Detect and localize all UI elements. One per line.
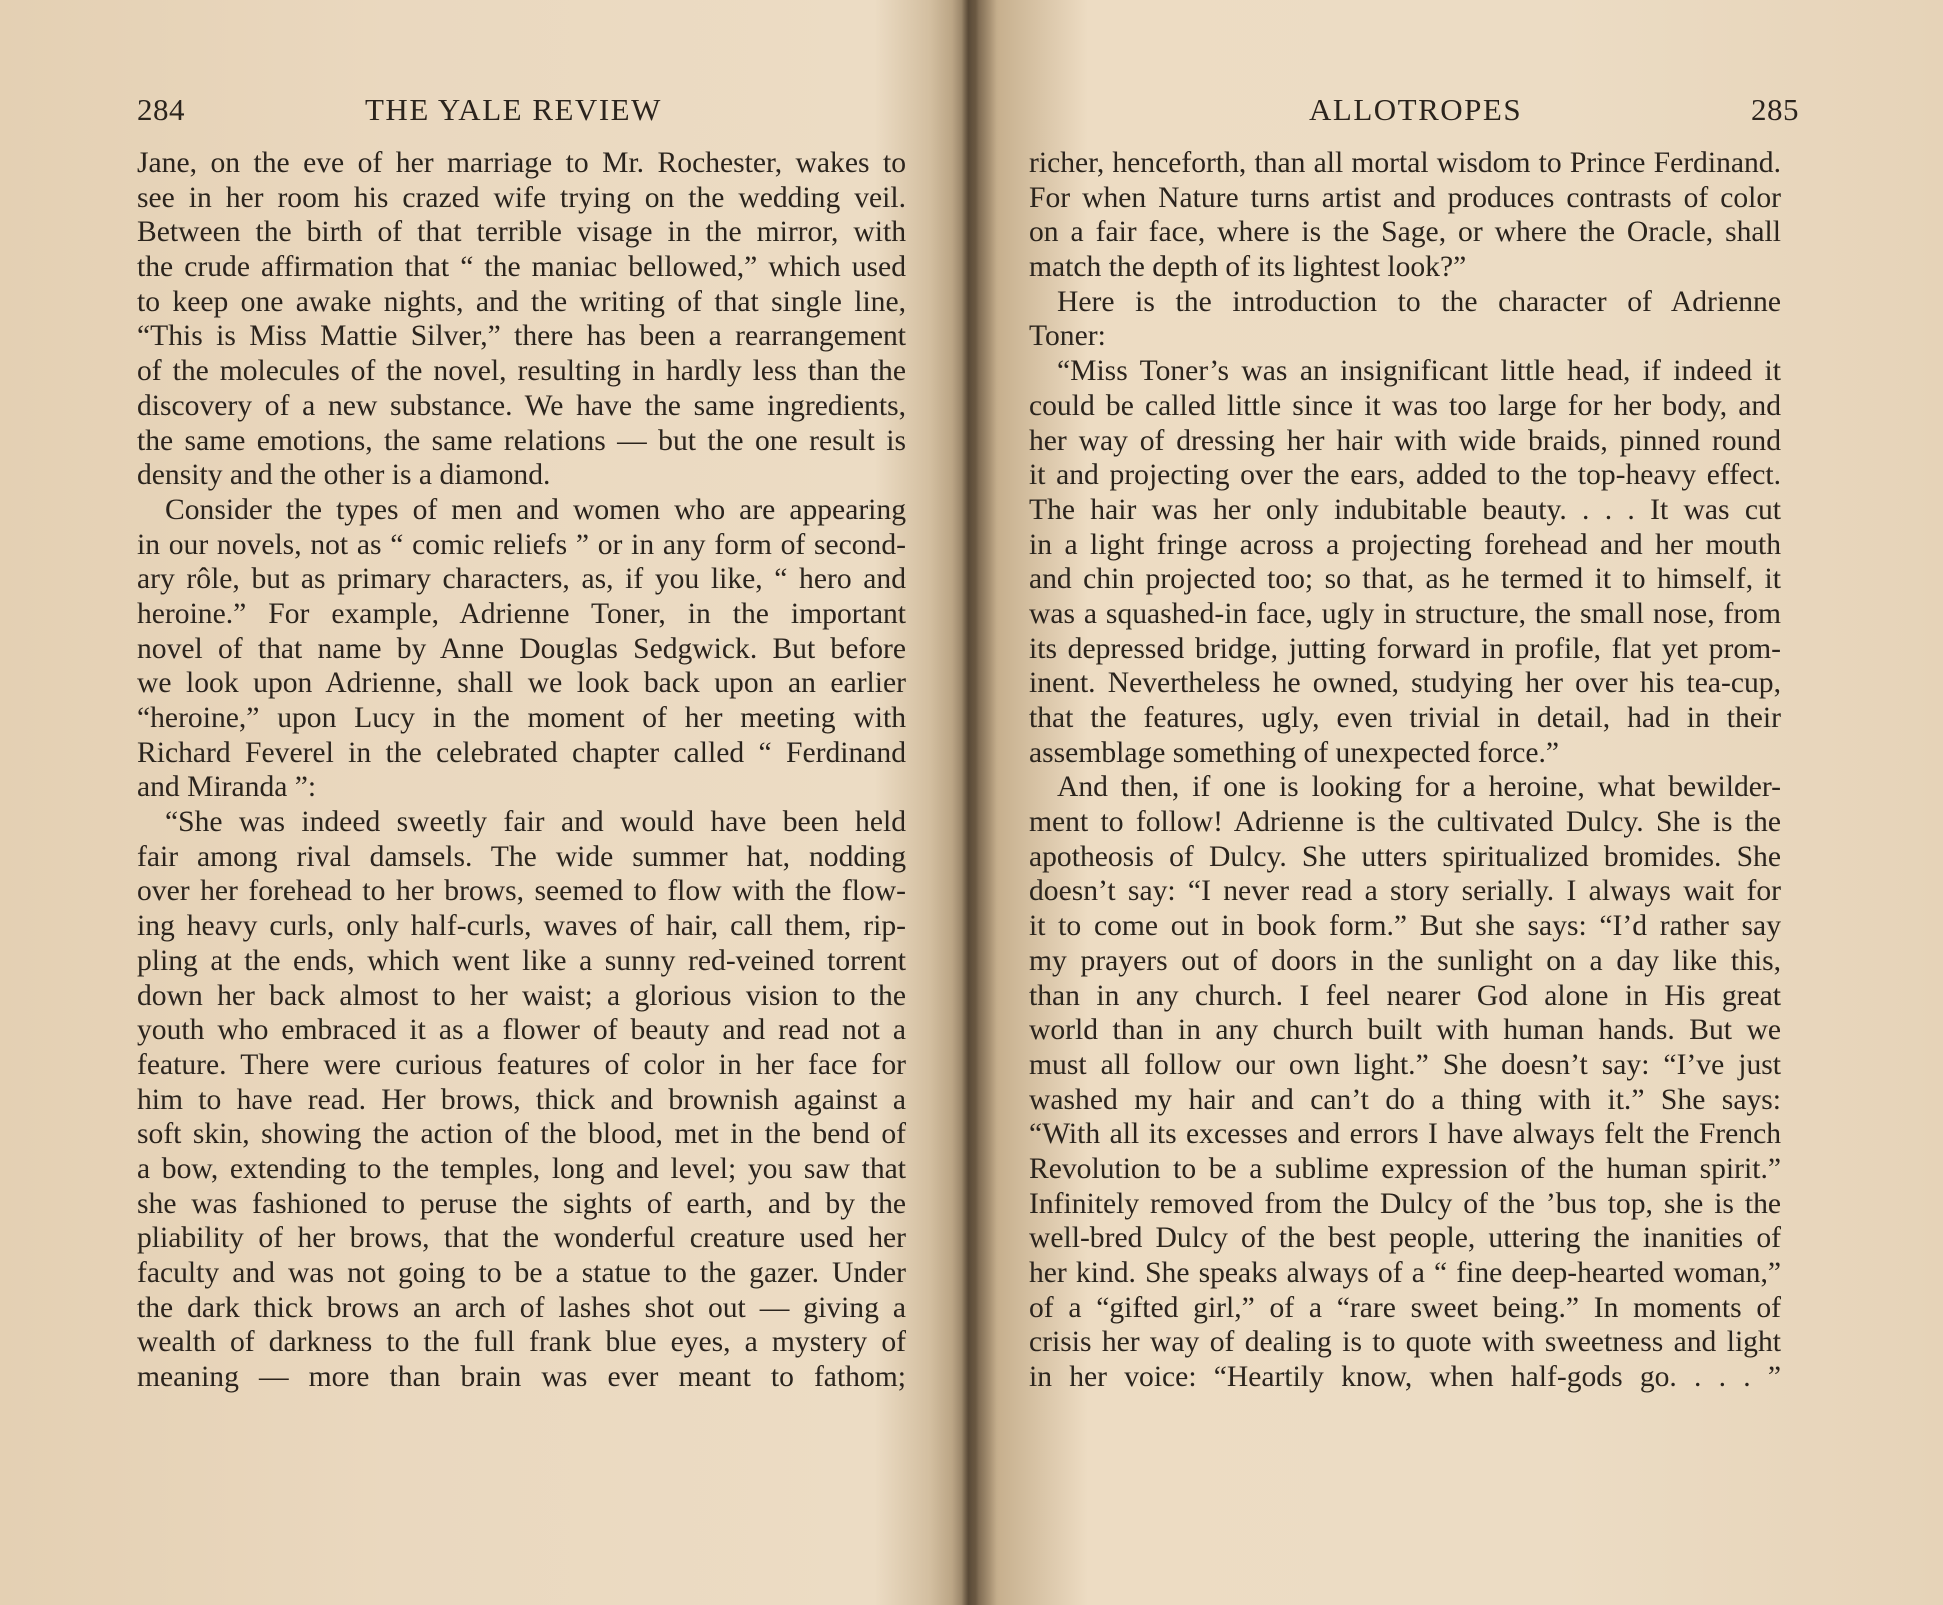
text-line: and chin projected too; so that, as he termed it to himself, it xyxy=(1029,563,1781,596)
text-line: “With all its excesses and errors I have always felt the French xyxy=(1029,1118,1781,1151)
text-line: Consider the types of men and women who are appearing xyxy=(165,493,906,526)
text-line: in our novels, not as “ comic reliefs ” or in any form of second- xyxy=(137,528,906,561)
text-line: over her forehead to her brows, seemed to flow with the flow- xyxy=(137,875,906,908)
text-line: match the depth of its lightest look?” xyxy=(1029,251,1467,284)
text-line: we look upon Adrienne, shall we look back upon an earlier xyxy=(137,667,906,700)
text-line: than in any church. I feel nearer God alone in His great xyxy=(1029,979,1781,1012)
text-line: on a fair face, where is the Sage, or where the Oracle, shall xyxy=(1029,216,1781,249)
text-line: fair among rival damsels. The wide summer hat, nodding xyxy=(137,840,906,873)
text-line: world than in any church built with human hands. But we xyxy=(1029,1014,1781,1047)
text-line: Revolution to be a sublime expression of the human spirit.” xyxy=(1029,1152,1781,1185)
text-line: discovery of a new substance. We have the same ingredients, xyxy=(137,389,906,422)
text-line: her kind. She speaks always of a “ fine deep-hearted woman,” xyxy=(1029,1257,1781,1289)
text-line: ary rôle, but as primary characters, as, if you like, “ hero and xyxy=(137,563,906,596)
text-line: Infinitely removed from the Dulcy of the ’bus top, she is the xyxy=(1029,1187,1781,1220)
page-number-right: 285 xyxy=(1751,92,1799,127)
text-line: the same emotions, the same relations — but the one result is xyxy=(137,424,906,457)
text-line: could be called little since it was too large for her body, and xyxy=(1029,389,1781,422)
text-line: Jane, on the eve of her marriage to Mr. Rochester, wakes to xyxy=(137,147,906,179)
text-line: that the features, ugly, even trivial in detail, had in their xyxy=(1029,702,1781,734)
text-line: heroine.” For example, Adrienne Toner, in the important xyxy=(137,597,906,630)
text-line: soft skin, showing the action of the blood, met in the bend of xyxy=(137,1118,906,1151)
text-line: faculty and was not going to be a statue to the gazer. Under xyxy=(137,1257,906,1289)
text-line: the crude affirmation that “ the maniac bellowed,” which used xyxy=(137,251,906,284)
text-line: ing heavy curls, only half-curls, waves of hair, call them, rip- xyxy=(137,910,906,943)
text-line: Between the birth of that terrible visage in the mirror, with xyxy=(137,216,906,249)
text-line: of the molecules of the novel, resulting in hardly less than the xyxy=(137,355,906,388)
running-head-left: THE YALE REVIEW xyxy=(365,92,662,127)
page-number-left: 284 xyxy=(137,92,185,127)
text-line: her way of dressing her hair with wide braids, pinned round xyxy=(1029,424,1781,457)
text-line: “This is Miss Mattie Silver,” there has been a rearrangement xyxy=(137,320,906,353)
text-line: Here is the introduction to the character of Adrienne xyxy=(1057,285,1781,318)
left-page-text xyxy=(137,146,906,1395)
text-line: Richard Feverel in the celebrated chapter called “ Ferdinand xyxy=(137,736,906,769)
text-line: “She was indeed sweetly fair and would have been held xyxy=(165,806,906,839)
text-line: she was fashioned to peruse the sights of earth, and by the xyxy=(137,1187,906,1220)
text-line: meaning — more than brain was ever meant to fathom; xyxy=(137,1361,906,1394)
text-line: crisis her way of dealing is to quote with sweetness and light xyxy=(1029,1326,1781,1359)
text-line: see in her room his crazed wife trying on the wedding veil. xyxy=(137,181,906,214)
text-line: down her back almost to her waist; a glorious vision to the xyxy=(137,979,906,1012)
text-line: to keep one awake nights, and the writing of that single line, xyxy=(137,285,906,318)
text-line: must all follow our own light.” She doesn’t say: “I’ve just xyxy=(1029,1048,1781,1081)
running-head-right: ALLOTROPES xyxy=(1309,92,1523,127)
text-line: inent. Nevertheless he owned, studying her over his tea-cup, xyxy=(1029,667,1781,700)
text-line: pliability of her brows, that the wonderful creature used her xyxy=(137,1222,906,1255)
text-line: pling at the ends, which went like a sunny red-veined torrent xyxy=(137,944,906,977)
text-line: of a “gifted girl,” of a “rare sweet being.” In moments of xyxy=(1029,1291,1781,1324)
text-line: the dark thick brows an arch of lashes shot out — giving a xyxy=(137,1291,906,1324)
text-line: Toner: xyxy=(1029,320,1106,353)
text-line: The hair was her only indubitable beauty. . . . It was cut xyxy=(1029,493,1781,526)
text-line: doesn’t say: “I never read a story serially. I always wait for xyxy=(1029,875,1781,908)
text-line: assemblage something of unexpected force.” xyxy=(1029,736,1560,769)
text-line: him to have read. Her brows, thick and brownish against a xyxy=(137,1083,906,1116)
text-line: novel of that name by Anne Douglas Sedgwick. But before xyxy=(137,632,906,665)
text-line: wealth of darkness to the full frank blue eyes, a mystery of xyxy=(137,1326,906,1359)
text-line: a bow, extending to the temples, long and level; you saw that xyxy=(137,1152,906,1185)
text-line: And then, if one is looking for a heroine, what bewilder- xyxy=(1057,771,1781,804)
text-line: and Miranda ”: xyxy=(137,771,317,804)
text-line: “Miss Toner’s was an insignificant little head, if indeed it xyxy=(1057,355,1781,388)
text-line: was a squashed-in face, ugly in structure, the small nose, from xyxy=(1029,597,1781,630)
text-line: feature. There were curious features of color in her face for xyxy=(137,1048,906,1081)
text-line: my prayers out of doors in the sunlight on a day like this, xyxy=(1029,944,1781,977)
text-line: in her voice: “Heartily know, when half-gods go. . . . ” xyxy=(1029,1361,1781,1394)
text-line: in a light fringe across a projecting forehead and her mouth xyxy=(1029,528,1781,561)
text-line: For when Nature turns artist and produces contrasts of color xyxy=(1029,181,1781,214)
text-line: ment to follow! Adrienne is the cultivated Dulcy. She is the xyxy=(1029,806,1781,839)
text-line: it and projecting over the ears, added to the top-heavy effect. xyxy=(1029,459,1781,492)
text-line: density and the other is a diamond. xyxy=(137,459,551,492)
text-line: apotheosis of Dulcy. She utters spiritualized bromides. She xyxy=(1029,840,1781,873)
text-line: “heroine,” upon Lucy in the moment of her meeting with xyxy=(137,702,906,734)
book-gutter xyxy=(930,0,1000,1605)
text-line: richer, henceforth, than all mortal wisdom to Prince Ferdinand. xyxy=(1029,147,1781,179)
text-line: its depressed bridge, jutting forward in profile, flat yet prom- xyxy=(1029,632,1781,665)
right-page-text xyxy=(1029,146,1781,1395)
text-line: youth who embraced it as a flower of beauty and read not a xyxy=(137,1014,906,1047)
text-line: well-bred Dulcy of the best people, uttering the inanities of xyxy=(1029,1222,1781,1255)
text-line: washed my hair and can’t do a thing with it.” She says: xyxy=(1029,1083,1781,1116)
text-line: it to come out in book form.” But she says: “I’d rather say xyxy=(1029,910,1781,943)
